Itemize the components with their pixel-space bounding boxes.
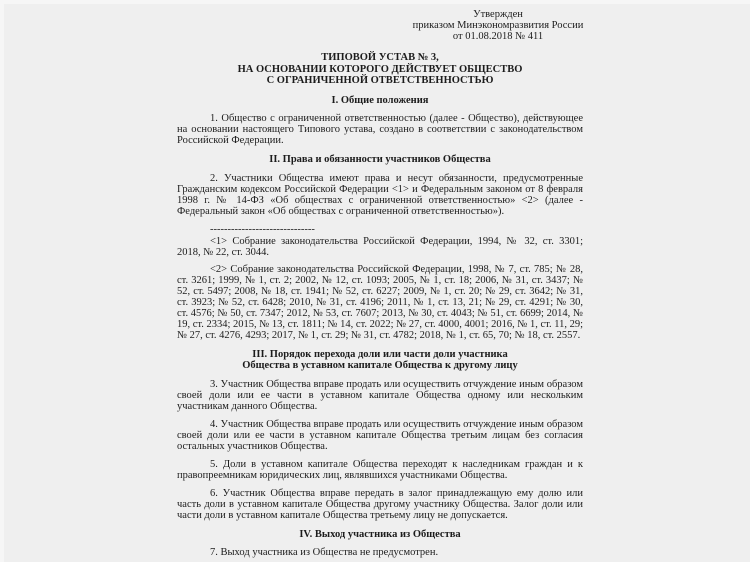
paragraph-7: 7. Выход участника из Общества не предусмотрен. [210,547,439,558]
document-content [177,0,583,558]
paragraph-3: 3. Участник Общества вправе продать или осуществить отчуждение иным образом своей доли или ее части в уставном капитале Общества одному или нескольким участникам данного Общества. [177,378,583,412]
section-heading-general-provisions: I. Общие положения [331,94,429,106]
footnote-1: <1> Собрание законодательства Российской Федерации, 1994, № 32, ст. 3301; 2018, № 22, ст. 3044. [177,235,583,258]
footnote-divider: ------------------------------ [210,223,315,235]
paragraph-5: 5. Доли в уставном капитале Общества переходят к наследникам граждан и к правопреемникам юридических лиц, являвшихся участниками Общества. [177,458,583,481]
document-title-line: НА ОСНОВАНИИ КОТОРОГО ДЕЙСТВУЕТ ОБЩЕСТВО [237,63,523,75]
section-heading-rights-obligations: II. Права и обязанности участников Общества [269,154,491,165]
section-heading-share-transfer: III. Порядок перехода доли или части доли участника Общества в уставном капитале Общества к другому лицу [242,348,518,371]
approval-line: Утвержден [473,9,523,20]
approval-line: приказом Минэкономразвития России [412,20,584,31]
section-heading-member-exit: IV. Выход участника из Общества [299,528,461,540]
approval-line: от 01.08.2018 № 411 [452,31,544,42]
paragraph-2: 2. Участники Общества имеют права и несут обязанности, предусмотренные Гражданским кодексом Российской Федерации <1> и Федеральным законом от 8 февраля 1998 г. № 14-ФЗ «Об обществах с ограниченной ответственностью» <2> (далее - Федеральный закон «Об обществах с ограниченной ответственностью»). [177,172,583,217]
paragraph-4: 4. Участник Общества вправе продать или осуществить отчуждение иным образом своей доли или ее части в уставном капитале Общества третьим лицам без согласия остальных участников Общества. [177,418,583,452]
paragraph-1: 1. Общество с ограниченной ответственностью (далее - Общество), действующее на основании настоящего Типового устава, создано в соответствии с законодательством Российской Федерации. [177,113,583,146]
document-title-line: С ОГРАНИЧЕННОЙ ОТВЕТСТВЕННОСТЬЮ [266,75,494,86]
footnote-2: <2> Собрание законодательства Российской Федерации, 1998, № 7, ст. 785; № 28, ст. 3261; 1999, № 1, ст. 2; 2002, № 12, ст. 1093; 2005, № 1, ст. 18; 2006, № 31, ст. 3437; № 52, ст. 5497; 2008, № 18, ст. 1941; № 52, ст. 6227; 2009, № 1, ст. 20; № 29, ст. 3642; № 31, ст. 3923; № 52, ст. 6428; 2010, № 31, ст. 4196; 2011, № 1, ст. 13, 21; № 29, ст. 4291; № 30, ст. 4576; № 50, ст. 7347; 2012, № 53, ст. 7607; 2013, № 30, ст. 4043; № 51, ст. 6699; 2014, № 19, ст. 2334; 2015, № 13, ст. 1811; № 14, ст. 2022; № 27, ст. 4000, 4001; 2016, № 1, ст. 11, 29; № 27, ст. 4276, 4293; 2017, № 1, ст. 29; № 31, ст. 4782; 2018, № 1, ст. 65, 70; № 18, ст. 2557. [177,263,583,341]
document-title-line: ТИПОВОЙ УСТАВ № 3, [321,52,439,63]
paragraph-6: 6. Участник Общества вправе передать в залог принадлежащую ему долю или часть доли в уставном капитале Общества другому участнику Общества. Залог доли или части доли в уставном капитале Общества третьему лицу не допускается. [177,487,583,521]
approval-block [373,9,623,42]
document-title [177,52,583,87]
